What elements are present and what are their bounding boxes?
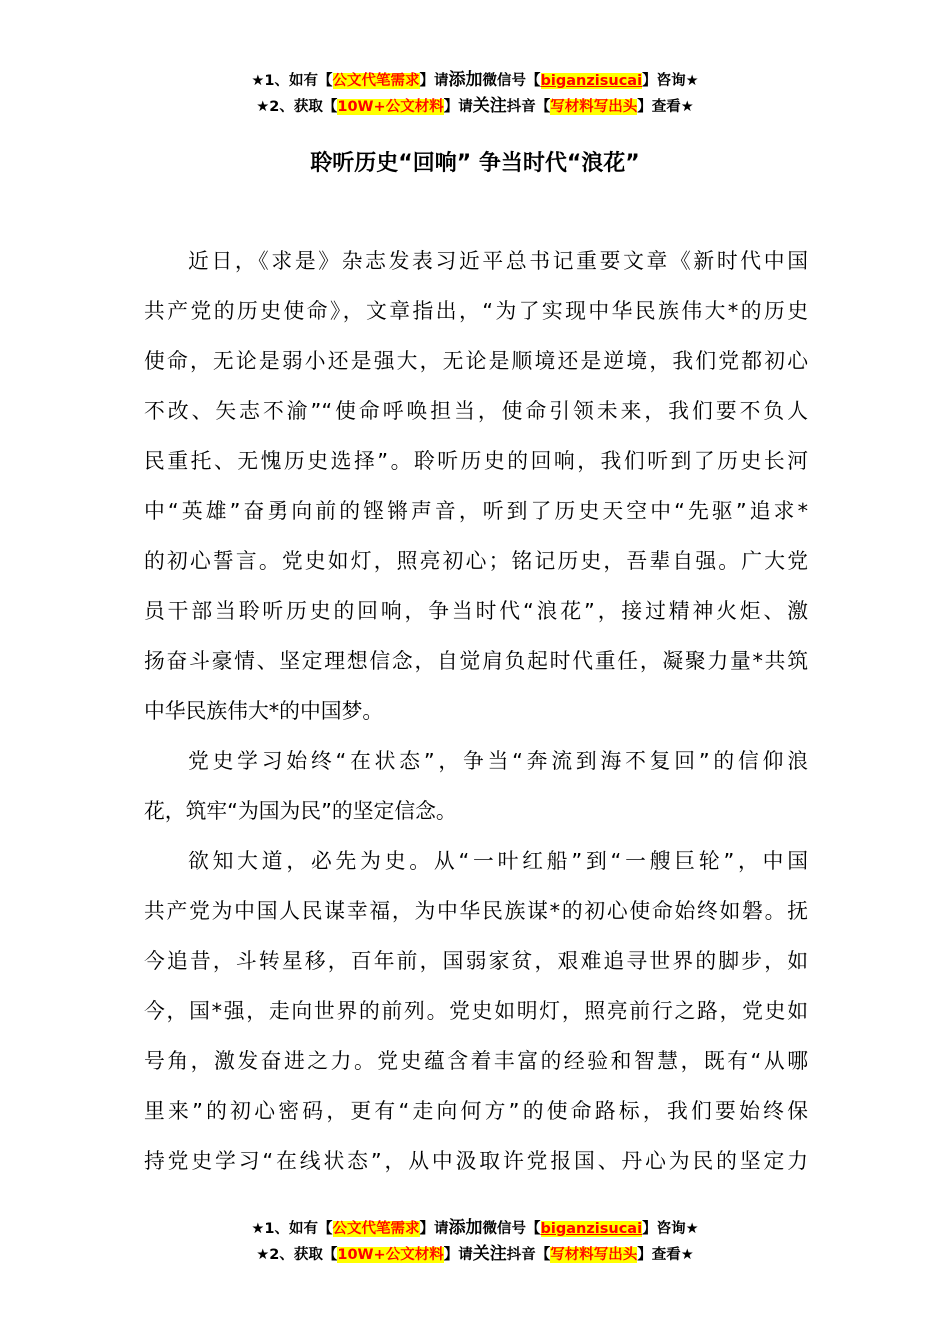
promo-text: ★1、如有【 (251, 73, 333, 89)
text-line: 中华民族伟大*的中国梦。 (144, 699, 384, 723)
paragraph (144, 736, 808, 836)
paragraph (144, 836, 808, 1186)
text-line: 花，筑牢“为国为民”的坚定信念。 (144, 799, 457, 823)
promo-text: 抖音【 (506, 1247, 551, 1263)
text-line: 员干部当聆听历史的回响，争当时代“浪花”，接过精神火炬、激 (144, 599, 808, 623)
promo-line-1 (0, 68, 950, 94)
promo-emphasis: 添加 (448, 1218, 483, 1238)
promo-highlight: 10W+公文材料 (337, 99, 444, 115)
promo-emphasis: 添加 (448, 70, 483, 90)
promo-highlight: 10W+公文材料 (337, 1247, 444, 1263)
text-line: 持党史学习“在线状态”，从中汲取许党报国、丹心为民的坚定力 (144, 1149, 808, 1173)
text-line: 党史学习始终“在状态”，争当“奔流到海不复回”的信仰浪 (188, 749, 808, 773)
promo-text: 】查看★ (637, 99, 694, 115)
document-title: 聆听历史“回响” 争当时代“浪花” (310, 151, 640, 176)
promo-text: 】请 (443, 1247, 473, 1263)
promo-text: 】咨询★ (642, 1221, 699, 1237)
promo-text: 】查看★ (637, 1247, 694, 1263)
promo-wechat-id[interactable]: biganzisucai (540, 73, 643, 89)
text-line: 的初心誓言。党史如灯，照亮初心；铭记历史，吾辈自强。广大党 (144, 549, 808, 573)
text-line: 号角，激发奋进之力。党史蕴含着丰富的经验和智慧，既有“从哪 (144, 1049, 808, 1073)
text-line: 使命，无论是弱小还是强大，无论是顺境还是逆境，我们党都初心 (144, 349, 808, 373)
text-line: 共产党的历史使命》，文章指出，“为了实现中华民族伟大*的历史 (144, 299, 808, 323)
promo-text: ★2、获取【 (256, 1247, 338, 1263)
text-line: 里来”的初心密码，更有“走向何方”的使命路标，我们要始终保 (144, 1099, 808, 1123)
promo-line-2 (0, 1242, 950, 1268)
text-line: 今，国*强，走向世界的前列。党史如明灯，照亮前行之路，党史如 (144, 999, 808, 1023)
document-body (144, 236, 808, 1186)
promo-emphasis: 关注 (472, 96, 507, 116)
promo-text: 】咨询★ (642, 73, 699, 89)
promo-highlight: 公文代笔需求 (332, 73, 420, 89)
promo-douyin-id: 写材料写出头 (550, 1247, 638, 1263)
promo-text: 】请 (419, 73, 449, 89)
promo-text: 微信号【 (482, 73, 541, 89)
text-line: 不改、矢志不渝”“使命呼唤担当，使命引领未来，我们要不负人 (144, 399, 808, 423)
text-line: 扬奋斗豪情、坚定理想信念，自觉肩负起时代重任，凝聚力量*共筑 (144, 649, 808, 673)
bottom-promo-banner (0, 1216, 950, 1268)
text-line: 近日，《求是》杂志发表习近平总书记重要文章《新时代中国 (188, 249, 808, 273)
promo-text: 抖音【 (506, 99, 551, 115)
promo-text: 】请 (419, 1221, 449, 1237)
top-promo-banner (0, 68, 950, 120)
promo-highlight: 公文代笔需求 (332, 1221, 420, 1237)
promo-douyin-id: 写材料写出头 (550, 99, 638, 115)
promo-text: ★1、如有【 (251, 1221, 333, 1237)
text-line: 共产党为中国人民谋幸福，为中华民族谋*的初心使命始终如磐。抚 (144, 899, 808, 923)
paragraph (144, 236, 808, 736)
promo-line-2 (0, 94, 950, 120)
text-line: 今追昔，斗转星移，百年前，国弱家贫，艰难追寻世界的脚步，如 (144, 949, 808, 973)
text-line: 中“英雄”奋勇向前的铿锵声音，听到了历史天空中“先驱”追求* (144, 499, 808, 523)
promo-emphasis: 关注 (472, 1244, 507, 1264)
text-line: 民重托、无愧历史选择”。聆听历史的回响，我们听到了历史长河 (144, 449, 808, 473)
promo-wechat-id[interactable]: biganzisucai (540, 1221, 643, 1237)
promo-line-1 (0, 1216, 950, 1242)
promo-text: 微信号【 (482, 1221, 541, 1237)
promo-text: ★2、获取【 (256, 99, 338, 115)
text-line: 欲知大道，必先为史。从“一叶红船”到“一艘巨轮”，中国 (188, 849, 808, 873)
promo-text: 】请 (443, 99, 473, 115)
